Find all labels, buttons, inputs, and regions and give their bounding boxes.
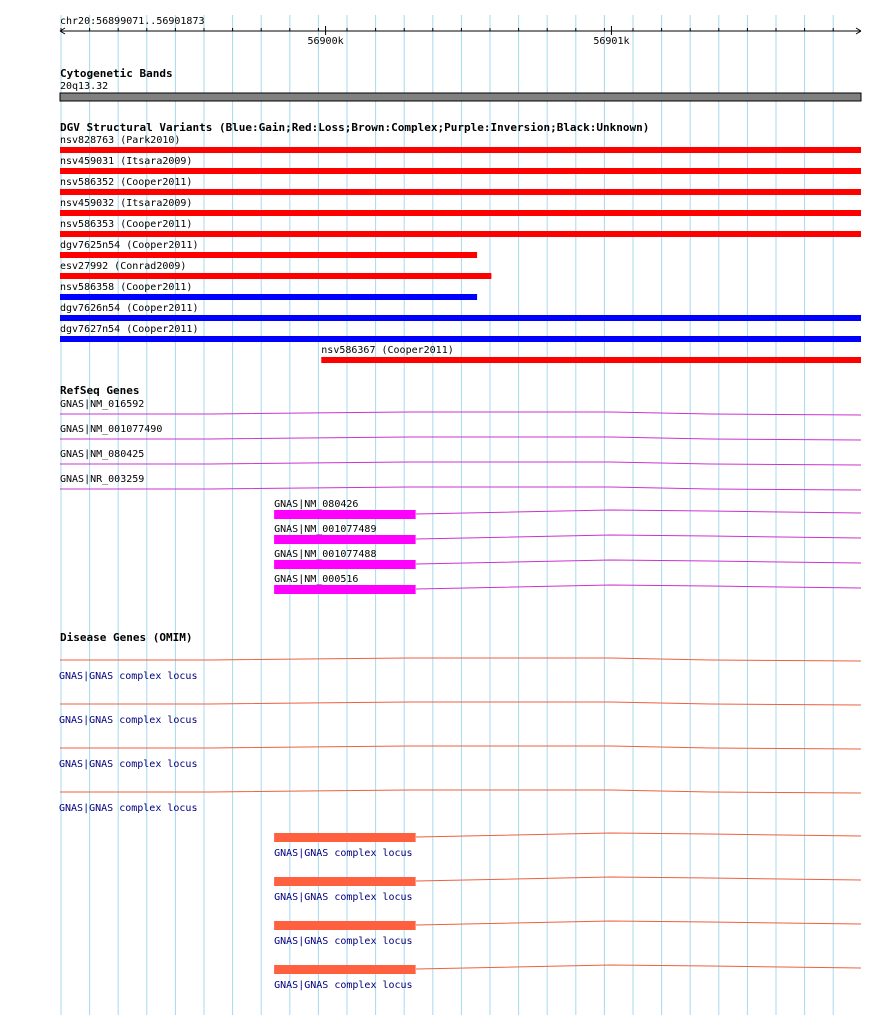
dgv-variant-label: esv27992 (Conrad2009)	[60, 261, 187, 272]
dgv-variant-label: nsv586367 (Cooper2011)	[321, 345, 454, 356]
omim-gene-line	[416, 833, 861, 837]
dgv-variant-bar	[60, 210, 861, 216]
dgv-variant-bar	[60, 231, 861, 237]
omim-gene-label: GNAS|GNAS complex locus	[59, 759, 198, 770]
refseq-gene-label: GNAS|NM_016592	[60, 399, 145, 410]
dgv-variant-label: dgv7625n54 (Cooper2011)	[60, 240, 199, 251]
omim-exon	[274, 965, 416, 974]
omim-gene-label: GNAS|GNAS complex locus	[59, 715, 198, 726]
dgv-variant-label: nsv586358 (Cooper2011)	[60, 282, 193, 293]
refseq-exon	[274, 535, 416, 544]
refseq-gene-label: GNAS|NM_001077488	[274, 549, 377, 560]
dgv-track	[60, 121, 861, 363]
omim-gene-line	[60, 790, 861, 793]
refseq-gene-line	[60, 487, 861, 490]
dgv-variant-bar	[60, 147, 861, 153]
refseq-genes-track	[60, 384, 861, 594]
omim-gene-label: GNAS|GNAS complex locus	[274, 936, 413, 947]
coordinate-ruler[interactable]	[60, 16, 861, 47]
refseq-gene-line	[60, 412, 861, 415]
omim-gene-line	[60, 702, 861, 705]
omim-exon	[274, 833, 416, 842]
cyto-band-label: 20q13.32	[60, 81, 109, 92]
dgv-variant-bar	[60, 189, 861, 195]
dgv-variant-label: nsv586352 (Cooper2011)	[60, 177, 193, 188]
dgv-variant-label: nsv828763 (Park2010)	[60, 135, 181, 146]
omim-gene-line	[416, 965, 861, 969]
omim-gene-line	[416, 921, 861, 925]
omim-gene-label: GNAS|GNAS complex locus	[274, 892, 413, 903]
refseq-title: RefSeq Genes	[60, 384, 140, 397]
dgv-variant-label: nsv586353 (Cooper2011)	[60, 219, 193, 230]
dgv-variant-bar	[60, 252, 477, 258]
omim-gene-label: GNAS|GNAS complex locus	[274, 848, 413, 859]
refseq-gene-label: GNAS|NR_003259	[60, 474, 145, 485]
ruler-tick-label: 56900k	[307, 36, 344, 47]
dgv-variant-label: nsv459032 (Itsara2009)	[60, 198, 193, 209]
cytogenetic-bands-track	[60, 67, 861, 101]
refseq-exon	[274, 585, 416, 594]
dgv-variant-bar	[60, 168, 861, 174]
region-label: chr20:56899071..56901873	[60, 16, 205, 27]
dgv-variant-bar	[60, 315, 861, 321]
refseq-gene-line	[416, 535, 861, 539]
refseq-gene-line	[60, 437, 861, 440]
refseq-exon	[274, 510, 416, 519]
omim-gene-line	[60, 658, 861, 661]
dgv-variant-label: nsv459031 (Itsara2009)	[60, 156, 193, 167]
refseq-gene-line	[416, 560, 861, 564]
omim-gene-label: GNAS|GNAS complex locus	[274, 980, 413, 991]
dgv-variant-bar	[60, 336, 861, 342]
refseq-gene-line	[60, 462, 861, 465]
omim-exon	[274, 877, 416, 886]
dgv-variant-label: dgv7626n54 (Cooper2011)	[60, 303, 199, 314]
dgv-variant-bar	[321, 357, 861, 363]
omim-track	[59, 631, 861, 991]
dgv-title: DGV Structural Variants (Blue:Gain;Red:Loss;Brown:Complex;Purple:Inversion;Black:Unknown)	[60, 121, 650, 134]
omim-gene-line	[416, 877, 861, 881]
refseq-gene-line	[416, 585, 861, 589]
omim-exon	[274, 921, 416, 930]
refseq-gene-label: GNAS|NM_080425	[60, 449, 145, 460]
refseq-gene-label: GNAS|NM_080426	[274, 499, 359, 510]
omim-gene-line	[60, 746, 861, 749]
omim-gene-label: GNAS|GNAS complex locus	[59, 803, 198, 814]
dgv-variant-bar	[60, 273, 491, 279]
refseq-gene-line	[416, 510, 861, 514]
omim-title: Disease Genes (OMIM)	[60, 631, 193, 644]
refseq-gene-label: GNAS|NM_001077490	[60, 424, 163, 435]
cyto-band-bar	[60, 93, 861, 101]
refseq-gene-label: GNAS|NM_000516	[274, 574, 359, 585]
refseq-gene-label: GNAS|NM_001077489	[274, 524, 377, 535]
omim-gene-label: GNAS|GNAS complex locus	[59, 671, 198, 682]
cyto-title: Cytogenetic Bands	[60, 67, 173, 80]
ruler-tick-label: 56901k	[593, 36, 630, 47]
dgv-variant-label: dgv7627n54 (Cooper2011)	[60, 324, 199, 335]
dgv-variant-bar	[60, 294, 477, 300]
refseq-exon	[274, 560, 416, 569]
